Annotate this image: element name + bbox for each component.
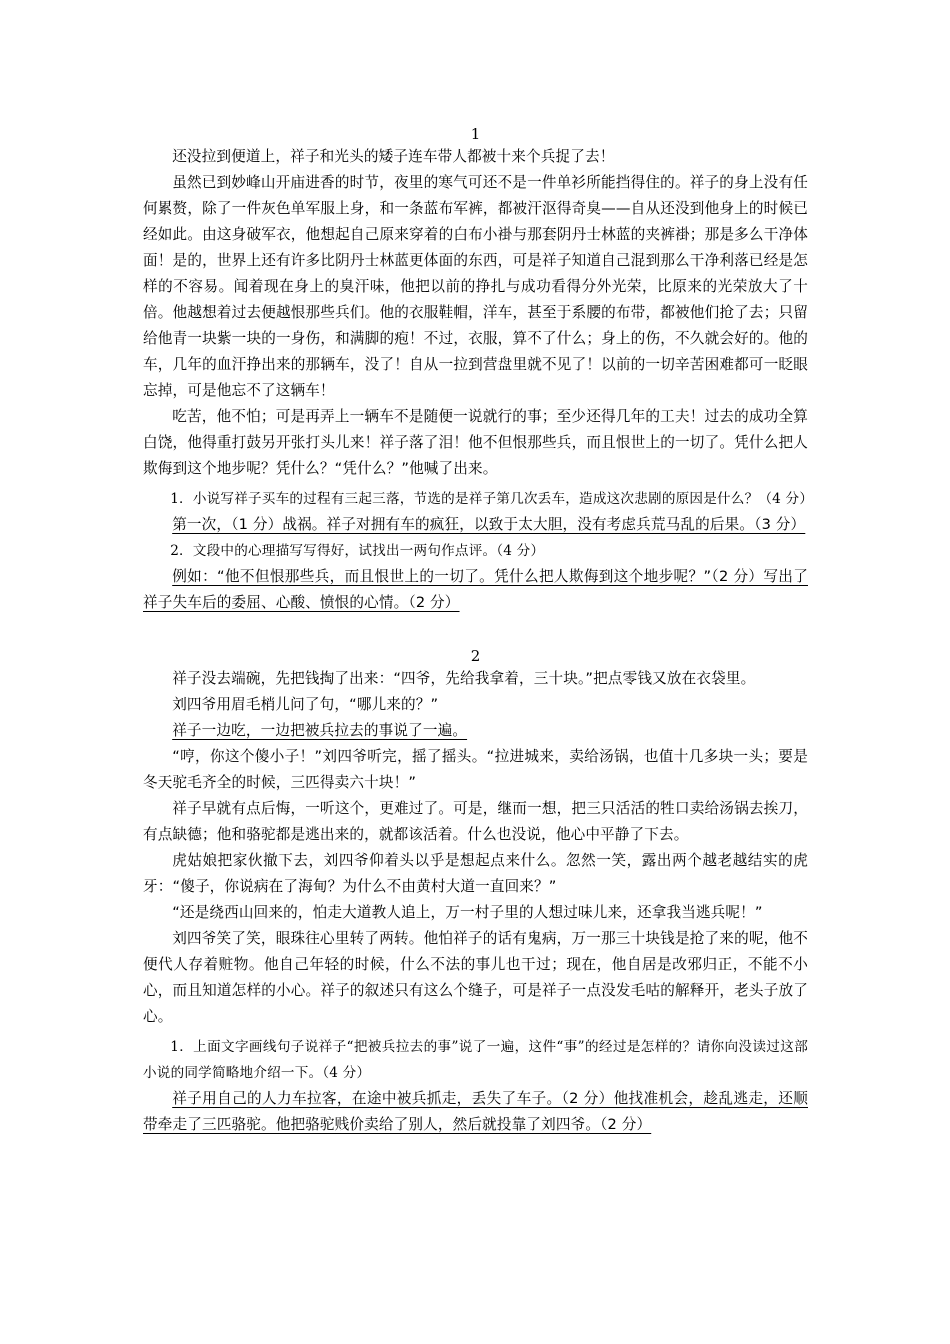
paragraph: 刘四爷用眉毛梢儿问了句，“哪儿来的？” <box>172 696 439 713</box>
answer-text: 祥子用自己的人力车拉客，在途中被兵抓走，丢失了车子。（2 分）他找准机会，趁乱逃走，还顺带牵走了三匹骆驼。他把骆驼贱价卖给了别人，然后就投靠了刘四爷。（2 分） <box>143 1090 808 1133</box>
document-content <box>143 124 814 1138</box>
paragraph: 吃苦，他不怕；可是再弄上一辆车不是随便一说就行的事；至少还得几年的工夫！过去的成功全算白饶，他得重打鼓另开张打头儿来！祥子落了泪！他不但恨那些兵，而且恨世上的一切了。凭什么把人欺侮到这个地步呢？凭什么？“凭什么？”他喊了出来。 <box>143 408 808 477</box>
section-number: 2 <box>470 647 481 665</box>
question: 1．上面文字画线句子说祥子“把被兵拉去的事”说了一遍，这件“事”的经过是怎样的？请你向没读过这部小说的同学简略地介绍一下。（4 分） <box>143 1039 808 1081</box>
paragraph: 祥子早就有点后悔，一听这个，更难过了。可是，继而一想，把三只活活的牲口卖给汤锅去挨刀，有点缺德；他和骆驼都是逃出来的，就都该活着。什么也没说，他心中平静了下去。 <box>143 800 808 843</box>
answer-text: 第一次，（1 分）战祸。祥子对拥有车的疯狂，以致于太大胆，没有考虑兵荒马乱的后果。（3 分） <box>172 516 806 533</box>
paragraph: 祥子没去端碗，先把钱掏了出来：“四爷，先给我拿着，三十块。”把点零钱又放在衣袋里。 <box>172 670 756 687</box>
answer <box>143 564 808 616</box>
paragraph <box>143 718 808 744</box>
answer-text: 例如：“他不但恨那些兵，而且恨世上的一切了。凭什么把人欺侮到这个地步呢？”（2 分）写出了祥子失车后的委屈、心酸、愤恨的心情。（2 分） <box>143 568 808 611</box>
answer <box>143 1086 808 1138</box>
section-gap <box>143 616 808 646</box>
question: 1．小说写祥子买车的过程有三起三落，节选的是祥子第几次丢车，造成这次悲剧的原因是什么？（4 分） <box>170 491 814 507</box>
paragraph: 虽然已到妙峰山开庙进香的时节，夜里的寒气可还不是一件单衫所能挡得住的。祥子的身上没有任何累赘，除了一件灰色单军服上身，和一条蓝布军裤，都被汗沤得奇臭——自从还没到他身上的时候已经如此。由这身破军衣，他想起自己原来穿着的白布小褂与那套阴丹士林蓝的夹裤褂；那是多么干净体面！是的，世界上还有许多比阴丹士林蓝更体面的东西，可是祥子知道自己混到那么干净利落已经是怎样的不容易。闻着现在身上的臭汗味，他把以前的挣扎与成功看得分外光荣，比原来的光荣放大了十倍。他越想着过去便越恨那些兵们。他的衣服鞋帽，洋车，甚至于系腰的布带，都被他们抢了去；只留给他青一块紫一块的一身伤，和满脚的疱！不过，衣服，算不了什么；身上的伤，不久就会好的。他的车，几年的血汗挣出来的那辆车，没了！自从一拉到营盘里就不见了！以前的一切辛苦困难都可一眨眼忘掉，可是他忘不了这辆车！ <box>143 174 808 399</box>
answer <box>143 512 808 538</box>
paragraph: “还是绕西山回来的，怕走大道教人追上，万一村子里的人想过味儿来，还拿我当逃兵呢！” <box>172 904 763 921</box>
section-number: 1 <box>470 125 481 143</box>
paragraph: 刘四爷笑了笑，眼珠往心里转了两转。他怕祥子的话有鬼病，万一那三十块钱是抢了来的呢，他不便代人存着赃物。他自己年轻的时候，什么不法的事儿也干过；现在，他自居是改邪归正，不能不小心，而且知道怎样的小心。祥子的叙述只有这么个缝子，可是祥子一点没发毛咕的解释开，老头子放了心。 <box>143 930 808 1025</box>
question: 2．文段中的心理描写写得好，试找出一两句作点评。（4 分） <box>170 543 545 559</box>
underlined-sentence: 祥子一边吃，一边把被兵拉去的事说了一遍。 <box>172 722 468 739</box>
paragraph: 虎姑娘把家伙撤下去，刘四爷仰着头以乎是想起点来什么。忽然一笑，露出两个越老越结实的虎牙：“傻子，你说病在了海甸？为什么不由黄村大道一直回来？” <box>143 852 808 895</box>
paragraph: 还没拉到便道上，祥子和光头的矮子连车带人都被十来个兵捉了去！ <box>172 148 615 165</box>
paragraph: “哼，你这个傻小子！”刘四爷听完，摇了摇头。“拉进城来，卖给汤锅，也值十几多块一头；要是冬天驼毛齐全的时候，三匹得卖六十块！” <box>143 748 808 791</box>
